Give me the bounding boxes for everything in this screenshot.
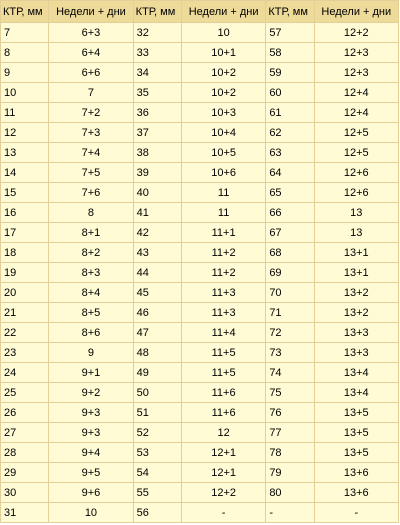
header-row [1,1,399,23]
table-row [1,283,399,303]
cell-ktr-2: 40 [133,183,181,203]
cell-ktr-2: 32 [133,23,181,43]
cell-ktr-3: 60 [266,83,314,103]
cell-ktr-3: 79 [266,463,314,483]
table-row [1,203,399,223]
cell-ktr-1: 7 [1,23,49,43]
cell-ktr-3: 66 [266,203,314,223]
cell-weeks-days-1: 6+4 [49,43,133,63]
cell-weeks-days-3: 13+6 [314,483,398,503]
cell-ktr-3: 62 [266,123,314,143]
cell-weeks-days-2: 11 [181,203,265,223]
cell-weeks-days-3: 13+2 [314,283,398,303]
cell-ktr-1: 29 [1,463,49,483]
cell-ktr-1: 10 [1,83,49,103]
cell-ktr-2: 53 [133,443,181,463]
cell-weeks-days-1: 9+2 [49,383,133,403]
cell-weeks-days-1: 8+5 [49,303,133,323]
cell-weeks-days-2: 11+2 [181,243,265,263]
cell-ktr-2: 52 [133,423,181,443]
cell-weeks-days-1: 7+5 [49,163,133,183]
cell-ktr-2: 41 [133,203,181,223]
cell-ktr-3: 64 [266,163,314,183]
header-ktr-1: КТР, мм [1,1,49,23]
cell-weeks-days-2: 11+3 [181,283,265,303]
cell-ktr-3: 71 [266,303,314,323]
table-row [1,423,399,443]
cell-ktr-1: 12 [1,123,49,143]
cell-ktr-1: 15 [1,183,49,203]
cell-weeks-days-3: 12+5 [314,123,398,143]
cell-ktr-3: 74 [266,363,314,383]
cell-weeks-days-2: 11+1 [181,223,265,243]
cell-ktr-3: 57 [266,23,314,43]
table-row [1,163,399,183]
cell-weeks-days-2: 11+6 [181,403,265,423]
table-row [1,103,399,123]
cell-weeks-days-3: 12+2 [314,23,398,43]
header-weeks-days-1: Недели + дни [49,1,133,23]
cell-weeks-days-3: 13+6 [314,463,398,483]
header-ktr-2: КТР, мм [133,1,181,23]
table-row [1,63,399,83]
header-weeks-days-2: Недели + дни [181,1,265,23]
cell-ktr-1: 20 [1,283,49,303]
cell-ktr-2: 38 [133,143,181,163]
cell-ktr-3: 76 [266,403,314,423]
cell-weeks-days-2: 10+4 [181,123,265,143]
cell-weeks-days-2: - [181,503,265,523]
cell-weeks-days-3: 13+1 [314,243,398,263]
cell-ktr-2: 50 [133,383,181,403]
cell-ktr-1: 27 [1,423,49,443]
cell-ktr-3: 67 [266,223,314,243]
cell-weeks-days-1: 8+4 [49,283,133,303]
cell-ktr-2: 51 [133,403,181,423]
cell-ktr-2: 48 [133,343,181,363]
cell-ktr-1: 25 [1,383,49,403]
cell-weeks-days-2: 10+1 [181,43,265,63]
cell-weeks-days-3: 13+3 [314,343,398,363]
cell-weeks-days-1: 6+6 [49,63,133,83]
cell-ktr-3: 63 [266,143,314,163]
cell-weeks-days-2: 12+1 [181,443,265,463]
cell-weeks-days-3: 13+4 [314,363,398,383]
table-row [1,443,399,463]
cell-weeks-days-1: 7 [49,83,133,103]
cell-weeks-days-3: 13+4 [314,383,398,403]
cell-weeks-days-1: 7+2 [49,103,133,123]
table-row [1,123,399,143]
cell-ktr-3: 72 [266,323,314,343]
cell-ktr-1: 13 [1,143,49,163]
cell-weeks-days-1: 7+4 [49,143,133,163]
cell-weeks-days-3: - [314,503,398,523]
cell-weeks-days-2: 10+2 [181,83,265,103]
cell-weeks-days-2: 12+2 [181,483,265,503]
table-row [1,183,399,203]
header-ktr-3: КТР, мм [266,1,314,23]
cell-ktr-2: 36 [133,103,181,123]
cell-ktr-2: 49 [133,363,181,383]
cell-ktr-2: 34 [133,63,181,83]
table-row [1,463,399,483]
cell-ktr-2: 54 [133,463,181,483]
cell-ktr-2: 43 [133,243,181,263]
cell-weeks-days-1: 8+2 [49,243,133,263]
cell-ktr-2: 45 [133,283,181,303]
header-weeks-days-3: Недели + дни [314,1,398,23]
cell-weeks-days-2: 11+3 [181,303,265,323]
table-row [1,323,399,343]
cell-weeks-days-3: 12+6 [314,183,398,203]
table-row [1,83,399,103]
cell-weeks-days-1: 9+1 [49,363,133,383]
cell-weeks-days-3: 13+2 [314,303,398,323]
cell-ktr-1: 31 [1,503,49,523]
cell-ktr-2: 37 [133,123,181,143]
table-row [1,263,399,283]
cell-ktr-1: 28 [1,443,49,463]
cell-ktr-2: 35 [133,83,181,103]
cell-ktr-1: 16 [1,203,49,223]
table-row [1,23,399,43]
cell-weeks-days-1: 9 [49,343,133,363]
cell-weeks-days-3: 12+4 [314,83,398,103]
cell-weeks-days-3: 13 [314,223,398,243]
cell-ktr-3: 80 [266,483,314,503]
table-header [1,1,399,23]
cell-weeks-days-1: 7+3 [49,123,133,143]
cell-ktr-1: 14 [1,163,49,183]
cell-weeks-days-2: 11+4 [181,323,265,343]
cell-weeks-days-2: 11+5 [181,363,265,383]
cell-ktr-2: 47 [133,323,181,343]
cell-weeks-days-2: 12 [181,423,265,443]
cell-ktr-1: 26 [1,403,49,423]
table-body [1,23,399,523]
table-row [1,243,399,263]
cell-ktr-1: 8 [1,43,49,63]
cell-weeks-days-1: 9+3 [49,423,133,443]
cell-weeks-days-2: 12+1 [181,463,265,483]
cell-weeks-days-1: 9+5 [49,463,133,483]
cell-weeks-days-2: 11 [181,183,265,203]
cell-weeks-days-1: 9+6 [49,483,133,503]
cell-weeks-days-2: 10+5 [181,143,265,163]
cell-ktr-1: 21 [1,303,49,323]
cell-weeks-days-3: 13+3 [314,323,398,343]
cell-ktr-3: 68 [266,243,314,263]
cell-weeks-days-3: 13+5 [314,443,398,463]
cell-ktr-2: 42 [133,223,181,243]
cell-weeks-days-3: 12+3 [314,63,398,83]
cell-weeks-days-3: 13+1 [314,263,398,283]
cell-weeks-days-1: 9+4 [49,443,133,463]
cell-weeks-days-2: 11+6 [181,383,265,403]
cell-weeks-days-1: 8+6 [49,323,133,343]
cell-ktr-3: 78 [266,443,314,463]
cell-ktr-2: 39 [133,163,181,183]
cell-ktr-1: 11 [1,103,49,123]
cell-ktr-1: 9 [1,63,49,83]
cell-weeks-days-1: 8+3 [49,263,133,283]
cell-ktr-3: 69 [266,263,314,283]
cell-ktr-3: 75 [266,383,314,403]
cell-weeks-days-1: 9+3 [49,403,133,423]
table-row [1,223,399,243]
cell-ktr-3: - [266,503,314,523]
cell-ktr-1: 24 [1,363,49,383]
cell-ktr-3: 61 [266,103,314,123]
cell-ktr-3: 58 [266,43,314,63]
cell-ktr-3: 73 [266,343,314,363]
cell-weeks-days-2: 11+2 [181,263,265,283]
cell-ktr-1: 22 [1,323,49,343]
cell-ktr-2: 55 [133,483,181,503]
cell-weeks-days-2: 11+5 [181,343,265,363]
table-row [1,403,399,423]
cell-weeks-days-1: 7+6 [49,183,133,203]
cell-weeks-days-1: 8 [49,203,133,223]
cell-weeks-days-3: 12+5 [314,143,398,163]
cell-weeks-days-2: 10+2 [181,63,265,83]
cell-ktr-2: 33 [133,43,181,63]
cell-ktr-3: 77 [266,423,314,443]
cell-ktr-3: 59 [266,63,314,83]
cell-ktr-1: 19 [1,263,49,283]
table-row [1,483,399,503]
cell-weeks-days-2: 10 [181,23,265,43]
cell-weeks-days-1: 10 [49,503,133,523]
table-row [1,363,399,383]
table-row [1,343,399,363]
cell-ktr-2: 56 [133,503,181,523]
cell-weeks-days-1: 6+3 [49,23,133,43]
cell-ktr-1: 18 [1,243,49,263]
cell-ktr-3: 65 [266,183,314,203]
cell-weeks-days-1: 8+1 [49,223,133,243]
cell-ktr-2: 46 [133,303,181,323]
cell-weeks-days-2: 10+6 [181,163,265,183]
table-row [1,43,399,63]
cell-weeks-days-3: 13+5 [314,423,398,443]
cell-ktr-2: 44 [133,263,181,283]
cell-weeks-days-2: 10+3 [181,103,265,123]
cell-ktr-1: 23 [1,343,49,363]
table-row [1,143,399,163]
table-row [1,383,399,403]
cell-weeks-days-3: 12+3 [314,43,398,63]
cell-ktr-3: 70 [266,283,314,303]
cell-ktr-1: 30 [1,483,49,503]
cell-weeks-days-3: 13 [314,203,398,223]
cell-weeks-days-3: 13+5 [314,403,398,423]
table-row [1,303,399,323]
cell-ktr-1: 17 [1,223,49,243]
cell-weeks-days-3: 12+4 [314,103,398,123]
cell-weeks-days-3: 12+6 [314,163,398,183]
table-row [1,503,399,523]
